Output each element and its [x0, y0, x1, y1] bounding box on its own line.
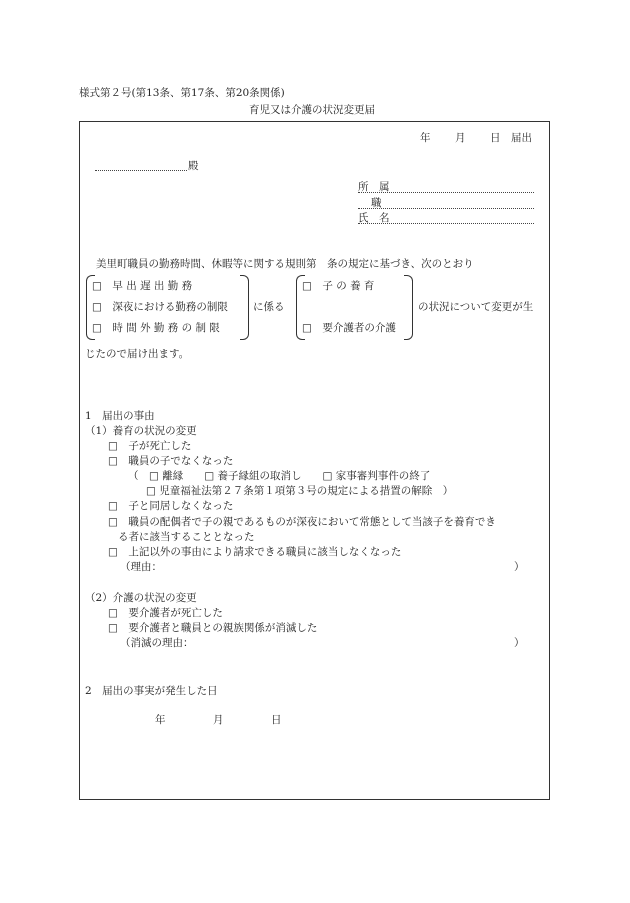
- reason-open: （理由：: [120, 561, 162, 573]
- name-label: 氏 名: [358, 212, 390, 224]
- occurrence-year-label: 年: [155, 714, 166, 726]
- intro-trail: の状況について変更が生: [418, 301, 534, 313]
- submit-label: 届出: [511, 132, 532, 144]
- sub1-heading: （1）養育の状況の変更: [85, 425, 197, 437]
- reason-field[interactable]: [170, 572, 510, 573]
- occurrence-month-label: 月: [213, 714, 224, 726]
- item-not-cohabiting[interactable]: □ 子と同居しなくなった: [108, 500, 234, 512]
- position-label: 職: [371, 197, 382, 209]
- intro-line-1: 美里町職員の勤務時間、休暇等に関する規則第 条の規定に基づき、次のとおり: [96, 258, 474, 270]
- item-child-welfare-measure[interactable]: □ 児童福祉法第２７条第１項第３号の規定による措置の解除 ）: [146, 485, 454, 497]
- recipient-field[interactable]: [95, 170, 187, 171]
- extinction-reason-close: ）: [514, 637, 525, 649]
- item-kinship-ended[interactable]: □ 要介護者と職員との親族関係が消滅した: [108, 622, 318, 634]
- sub2-heading: （2）介護の状況の変更: [85, 592, 197, 604]
- page-title: 育児又は介護の状況変更届: [249, 104, 375, 116]
- item-spouse-can-care[interactable]: □ 職員の配偶者で子の親であるものが深夜において常態として当該子を養育でき: [108, 516, 496, 528]
- item-child-died[interactable]: □ 子が死亡した: [108, 440, 192, 452]
- item-no-longer-child[interactable]: □ 職員の子でなくなった: [108, 455, 234, 467]
- name-field[interactable]: [358, 223, 534, 224]
- option-child-care[interactable]: □ 子 の 養 育: [302, 280, 375, 292]
- position-field[interactable]: [358, 208, 534, 209]
- occurrence-day-label: 日: [271, 714, 282, 726]
- form-number: 様式第２号(第13条、第17条、第20条関係): [79, 87, 285, 99]
- section1-heading: 1 届出の事由: [85, 410, 155, 422]
- date-month-label: 月: [455, 132, 466, 144]
- recipient-suffix: 殿: [188, 160, 199, 172]
- affiliation-field[interactable]: [358, 192, 534, 193]
- option-night-work-limit[interactable]: □ 深夜における勤務の制限: [92, 301, 228, 313]
- reason-close: ）: [514, 561, 525, 573]
- intro-line-end: じたので届け出ます。: [85, 348, 190, 360]
- section2-heading: 2 届出の事実が発生した日: [85, 685, 218, 697]
- item-other-reason[interactable]: □ 上記以外の事由により請求できる職員に該当しなくなった: [108, 546, 402, 558]
- item-spouse-can-care-cont: る者に該当することとなった: [118, 531, 255, 543]
- item-care-recipient-died[interactable]: □ 要介護者が死亡した: [108, 607, 223, 619]
- option-nursing-care[interactable]: □ 要介護者の介護: [302, 322, 396, 334]
- connector-text: に係る: [253, 301, 285, 313]
- right-brace-close: [404, 275, 413, 340]
- left-brace-close: [240, 275, 249, 340]
- date-day-label: 日: [490, 132, 501, 144]
- extinction-reason-field[interactable]: [200, 648, 510, 649]
- date-year-label: 年: [420, 132, 431, 144]
- option-early-late-work[interactable]: □ 早 出 遅 出 勤 務: [92, 280, 193, 292]
- extinction-reason-open: （消滅の理由：: [120, 637, 194, 649]
- option-overtime-limit[interactable]: □ 時 間 外 勤 務 の 制 限: [92, 322, 220, 334]
- item-dissolution-reasons[interactable]: （ □ 離縁 □ 養子縁組の取消し □ 家事審判事件の終了: [128, 470, 431, 482]
- affiliation-label: 所 属: [358, 181, 390, 193]
